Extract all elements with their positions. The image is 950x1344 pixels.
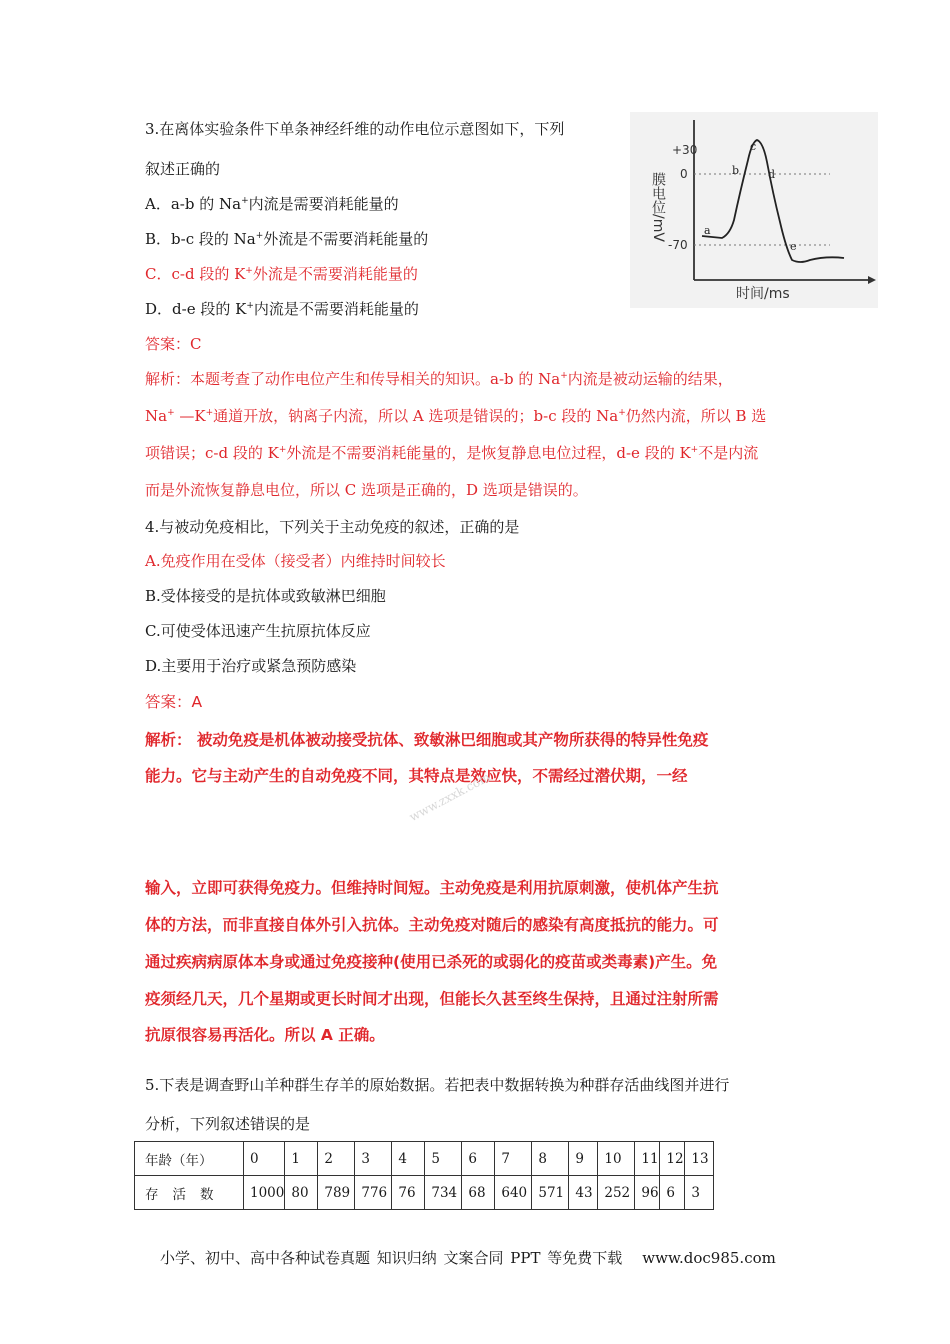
table-cell: 8 <box>532 1142 569 1176</box>
q4-option-c: C.可使受体迅速产生抗原抗体反应 <box>145 622 371 640</box>
q4-answer: 答案：A <box>145 693 203 711</box>
point-b-label: b <box>732 164 740 177</box>
table-cell: 4 <box>392 1142 425 1176</box>
q4-analysis-line6: 疫须经几天，几个星期或更长时间才出现，但能长久甚至终生保持，且通过注射所需 <box>145 990 719 1008</box>
watermark: www.zxxk.com <box>406 769 493 825</box>
q4-option-d: D.主要用于治疗或紧急预防感染 <box>145 657 357 675</box>
table-cell: 10 <box>598 1142 635 1176</box>
point-e-label: e <box>790 240 797 253</box>
point-a-label: a <box>704 224 711 237</box>
q3-analysis-line2: Na+ —K+通道开放，钠离子内流，所以 A 选项是错误的；b-c 段的 Na+仍然内流，所以 B 选 <box>145 407 767 425</box>
q4-analysis-line3: 输入，立即可获得免疫力。但维持时间短。主动免疫是利用抗原刺激，使机体产生抗 <box>145 879 719 897</box>
table-cell: 7 <box>495 1142 532 1176</box>
q4-analysis-line2: 能力。它与主动产生的自动免疫不同，其特点是效应快，不需经过潜伏期，一经 <box>145 767 688 785</box>
table-row-age <box>135 1142 714 1176</box>
table-cell: 11 <box>635 1142 660 1176</box>
y-tick-plus30: +30 <box>672 143 698 157</box>
table-cell: 640 <box>495 1176 532 1210</box>
q4-option-a: A.免疫作用在受体（接受者）内维持时间较长 <box>145 552 446 570</box>
table-cell: 96 <box>635 1176 660 1210</box>
q3-option-d: D．d-e 段的 K+内流是不需要消耗能量的 <box>145 300 419 318</box>
q3-option-a: A．a-b 的 Na+内流是需要消耗能量的 <box>145 195 399 213</box>
q3-analysis-line1: 解析：本题考查了动作电位产生和传导相关的知识。a-b 的 Na+内流是被动运输的结果， <box>145 370 733 388</box>
table-cell: 76 <box>392 1176 425 1210</box>
action-potential-chart <box>630 112 878 308</box>
page-footer <box>160 1247 776 1268</box>
action-potential-figure <box>630 112 878 308</box>
table-cell: 5 <box>425 1142 462 1176</box>
x-axis-arrow <box>868 276 876 284</box>
y-tick-minus70: -70 <box>668 238 688 252</box>
action-potential-curve <box>702 140 844 262</box>
q4-analysis-line4: 体的方法，而非直接自体外引入抗体。主动免疫对随后的感染有高度抵抗的能力。可 <box>145 916 719 934</box>
q4-analysis-line5: 通过疾病病原体本身或通过免疫接种(使用已杀死的或弱化的疫苗或类毒素)产生。免 <box>145 953 718 971</box>
table-cell: 68 <box>462 1176 495 1210</box>
row-label-survivors: 存活数 <box>135 1176 244 1210</box>
table-cell: 6 <box>660 1176 685 1210</box>
footer-url-link[interactable]: www.doc985.com <box>642 1249 776 1267</box>
q4-analysis-line1: 解析： 被动免疫是机体被动接受抗体、致敏淋巴细胞或其产物所获得的特异性免疫 <box>145 731 709 749</box>
point-d-label: d <box>768 168 776 181</box>
table-cell: 2 <box>318 1142 355 1176</box>
q3-option-c: C．c-d 段的 K+外流是不需要消耗能量的 <box>145 265 418 283</box>
point-c-label: c <box>750 140 757 153</box>
table-cell: 9 <box>569 1142 598 1176</box>
table-cell: 6 <box>462 1142 495 1176</box>
q3-stem-line2: 叙述正确的 <box>145 160 221 178</box>
table-row-survivors <box>135 1176 714 1210</box>
table-cell: 3 <box>355 1142 392 1176</box>
row-label-age: 年龄（年） <box>135 1142 244 1176</box>
q4-option-b: B.受体接受的是抗体或致敏淋巴细胞 <box>145 587 386 605</box>
table-cell: 43 <box>569 1176 598 1210</box>
q3-answer: 答案：C <box>145 335 202 353</box>
table-cell: 252 <box>598 1176 635 1210</box>
table-cell: 571 <box>532 1176 569 1210</box>
y-axis-label: 膜电位/mV <box>650 172 666 242</box>
table-cell: 1 <box>285 1142 318 1176</box>
q4-analysis-line7: 抗原很容易再活化。所以 A 正确。 <box>145 1026 385 1044</box>
y-tick-0: 0 <box>680 167 688 181</box>
q3-analysis-line3: 项错误；c-d 段的 K+外流是不需要消耗能量的，是恢复静息电位过程，d-e 段的 K+不是内流 <box>145 444 759 462</box>
q3-option-b: B．b-c 段的 Na+外流是不需要消耗能量的 <box>145 230 429 248</box>
table-cell: 13 <box>685 1142 714 1176</box>
table-cell: 12 <box>660 1142 685 1176</box>
q3-stem-line1: 3.在离体实验条件下单条神经纤维的动作电位示意图如下，下列 <box>145 120 565 138</box>
x-axis-label: 时间/ms <box>736 286 790 302</box>
table-cell: 776 <box>355 1176 392 1210</box>
survival-table <box>134 1141 714 1210</box>
table-cell: 3 <box>685 1176 714 1210</box>
q4-stem: 4.与被动免疫相比，下列关于主动免疫的叙述，正确的是 <box>145 518 520 536</box>
q5-stem-line1: 5.下表是调查野山羊种群生存羊的原始数据。若把表中数据转换为种群存活曲线图并进行 <box>145 1076 730 1094</box>
table-cell: 80 <box>285 1176 318 1210</box>
q5-stem-line2: 分析，下列叙述错误的是 <box>145 1115 311 1133</box>
table-cell: 0 <box>244 1142 285 1176</box>
table-cell: 734 <box>425 1176 462 1210</box>
footer-text: 小学、初中、高中各种试卷真题 知识归纳 文案合同 PPT 等免费下载 <box>160 1249 623 1267</box>
table-cell: 789 <box>318 1176 355 1210</box>
table-cell: 1000 <box>244 1176 285 1210</box>
q3-analysis-line4: 而是外流恢复静息电位，所以 C 选项是正确的，D 选项是错误的。 <box>145 481 588 499</box>
